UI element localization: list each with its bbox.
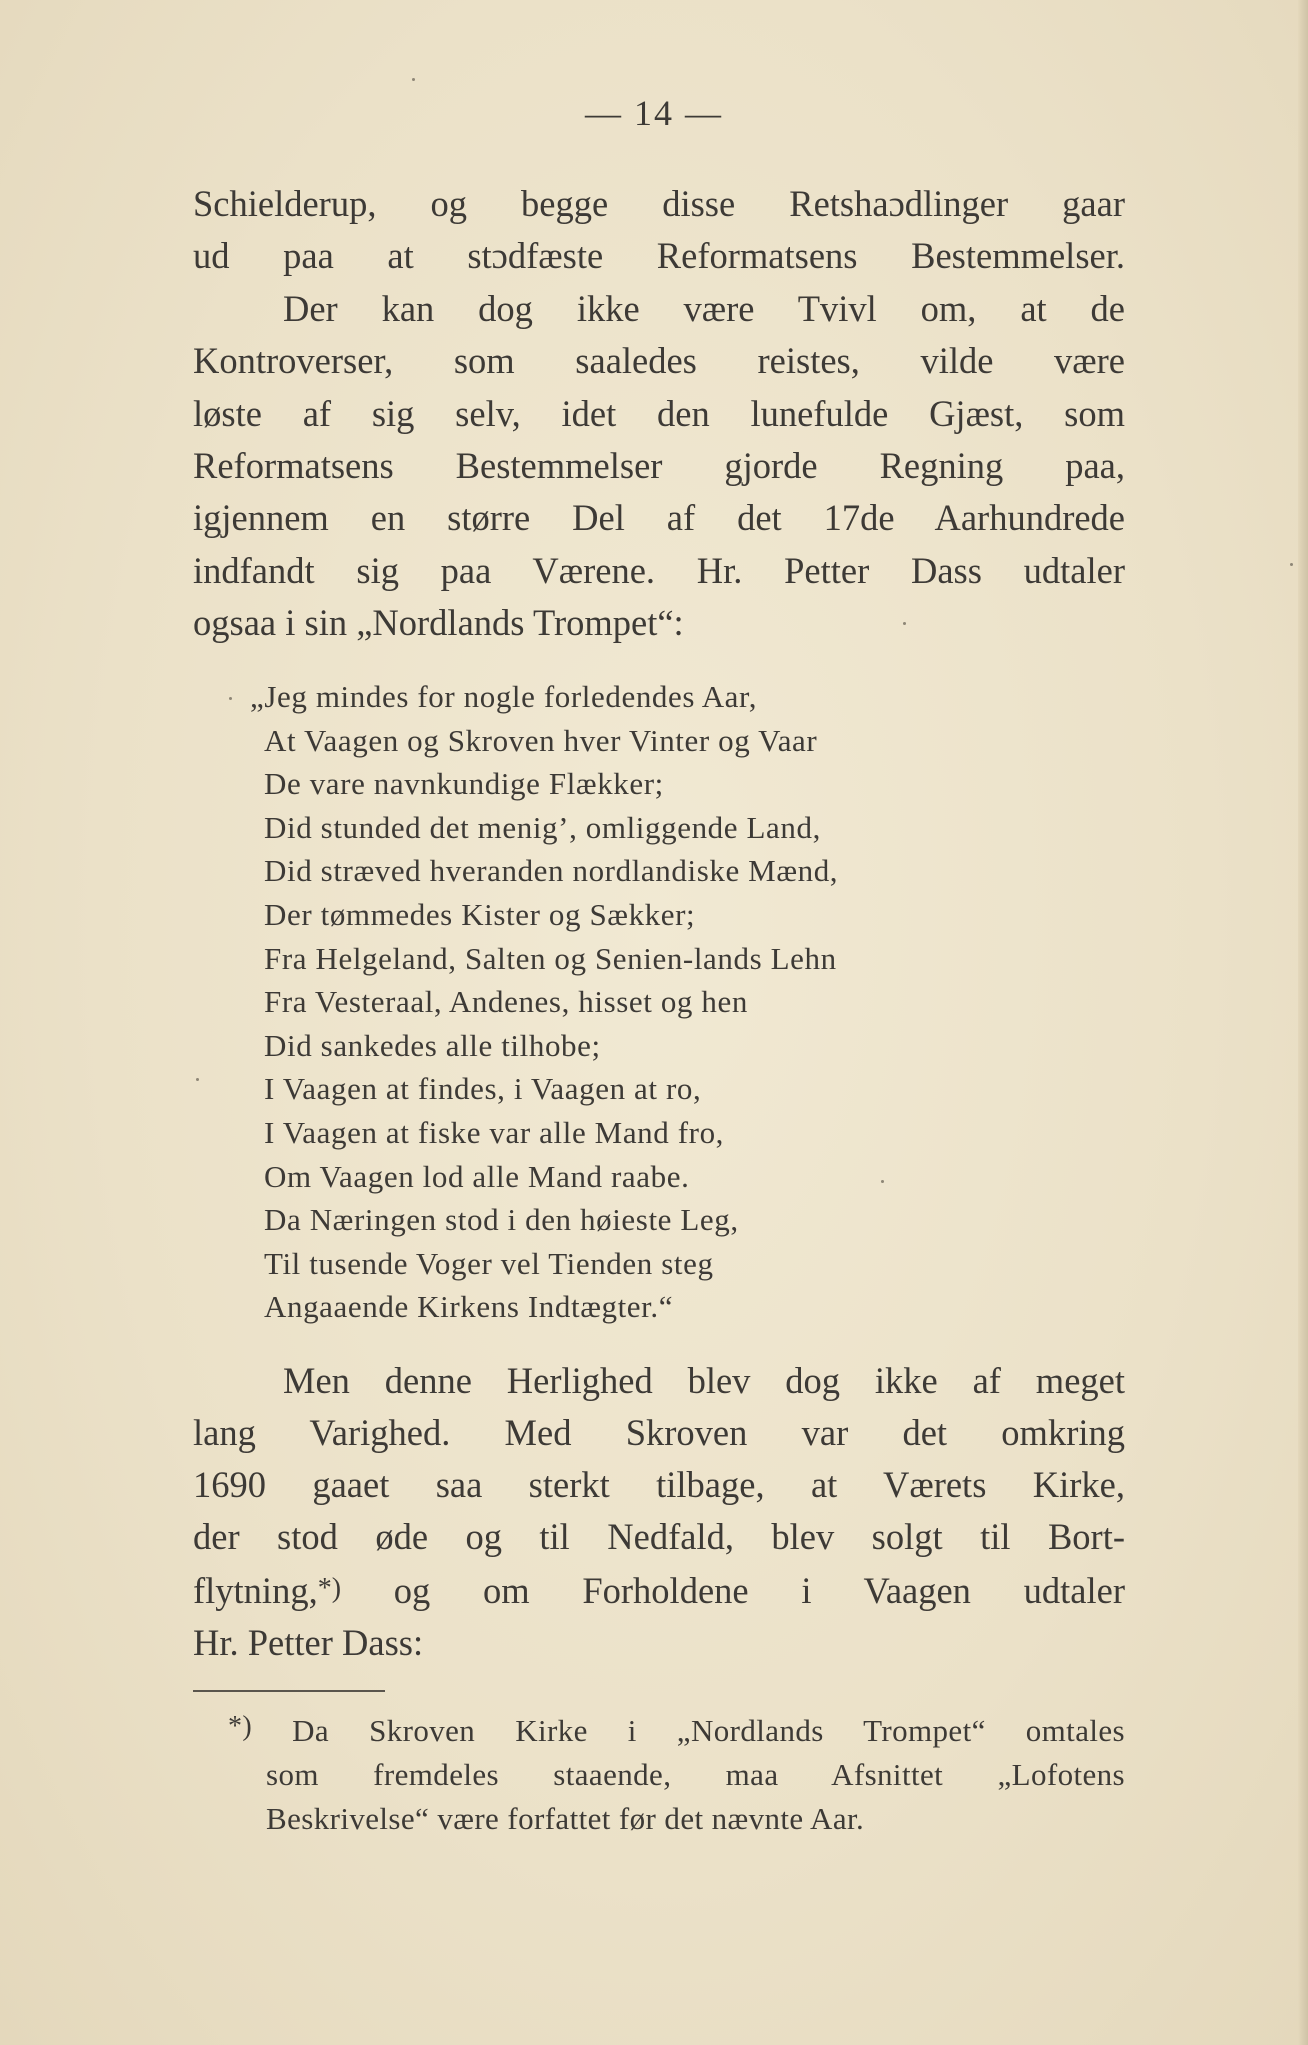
paragraph-1: [193, 178, 1125, 650]
paper-speck: [1290, 563, 1293, 566]
text-fragment: flytning,: [193, 1570, 318, 1611]
paper-speck: [881, 1180, 884, 1183]
poem-line: Did sankedes alle tilhobe;: [264, 1027, 601, 1063]
paragraph-2: [193, 1355, 1125, 1669]
paper-speck: [196, 1078, 199, 1081]
poem-line: Om Vaagen lod alle Mand raabe.: [264, 1158, 690, 1194]
footnote-divider: [193, 1690, 385, 1692]
poem-line: Fra Helgeland, Salten og Senien-lands Lehn: [264, 940, 837, 976]
poem-line: Fra Vesteraal, Andenes, hisset og hen: [264, 984, 748, 1020]
footnote-line: som fremdeles staaende, maa Afsnittet „Lofotens: [266, 1757, 1125, 1792]
paper-speck: [903, 622, 906, 625]
poem-line: I Vaagen at fiske var alle Mand fro,: [264, 1114, 725, 1150]
text-line: lang Varighed. Med Skroven var det omkring: [193, 1412, 1125, 1453]
poem-line: Angaaende Kirkens Indtægter.“: [264, 1289, 674, 1325]
page-number: — 14 —: [585, 93, 723, 133]
poem-line: De vare navnkundige Flækker;: [264, 766, 664, 802]
text-line: ud paa at stɔdfæste Reformatsens Bestemmelser.: [193, 235, 1125, 277]
text-line: [193, 1563, 1125, 1617]
text-line: Men denne Herlighed blev dog ikke af meget: [283, 1360, 1125, 1401]
footnote-line: [228, 1705, 1125, 1753]
text-line: ogsaa i sin „Nordlands Trompet“:: [193, 602, 684, 644]
footnote-line: Beskrivelse“ være forfattet før det nævnte Aar.: [266, 1801, 865, 1836]
poem-line: Da Næringen stod i den høieste Leg,: [264, 1202, 739, 1238]
footnote: [228, 1705, 1125, 1841]
paper-speck: [412, 78, 415, 81]
poem-line: Til tusende Voger vel Tienden steg: [264, 1245, 714, 1281]
text-line: 1690 gaaet saa sterkt tilbage, at Værets Kirke,: [193, 1464, 1125, 1505]
poem-line: I Vaagen at findes, i Vaagen at ro,: [264, 1071, 702, 1107]
text-line: indfandt sig paa Værene. Hr. Petter Dass udtaler: [193, 549, 1125, 591]
text-line: løste af sig selv, idet den lunefulde Gjæst, som: [193, 392, 1125, 434]
footnote-marker: *): [228, 1711, 253, 1742]
text-line: der stod øde og til Nedfald, blev solgt til Bort-: [193, 1516, 1125, 1557]
page-edge: [1298, 0, 1308, 2045]
text-line: Reformatsens Bestemmelser gjorde Regning paa,: [193, 445, 1125, 487]
poem-line: Did stræved hveranden nordlandiske Mænd,: [264, 853, 839, 889]
poem-line: Der tømmedes Kister og Sækker;: [264, 896, 696, 932]
poem-line: Did stunded det menig’, omliggende Land,: [264, 809, 821, 845]
text-line: Schielderup, og begge disse Retshaɔdlinger gaar: [193, 183, 1125, 224]
poem-quote: [250, 675, 839, 1329]
footnote-text: Da Skroven Kirke i „Nordlands Trompet“ omtales: [252, 1713, 1125, 1748]
paper-speck: [229, 697, 232, 700]
text-fragment: og om Forholdene i Vaagen udtaler: [341, 1570, 1125, 1611]
poem-line: „Jeg mindes for nogle forledendes Aar,: [250, 679, 758, 714]
poem-line: At Vaagen og Skroven hver Vinter og Vaar: [264, 722, 818, 758]
text-line: Der kan dog ikke være Tvivl om, at de: [283, 287, 1125, 329]
text-line: igjennem en større Del af det 17de Aarhundrede: [193, 497, 1125, 539]
text-line: Kontroverser, som saaledes reistes, vilde være: [193, 340, 1125, 382]
footnote-reference[interactable]: *): [317, 1573, 342, 1604]
text-line: Hr. Petter Dass:: [193, 1622, 424, 1663]
